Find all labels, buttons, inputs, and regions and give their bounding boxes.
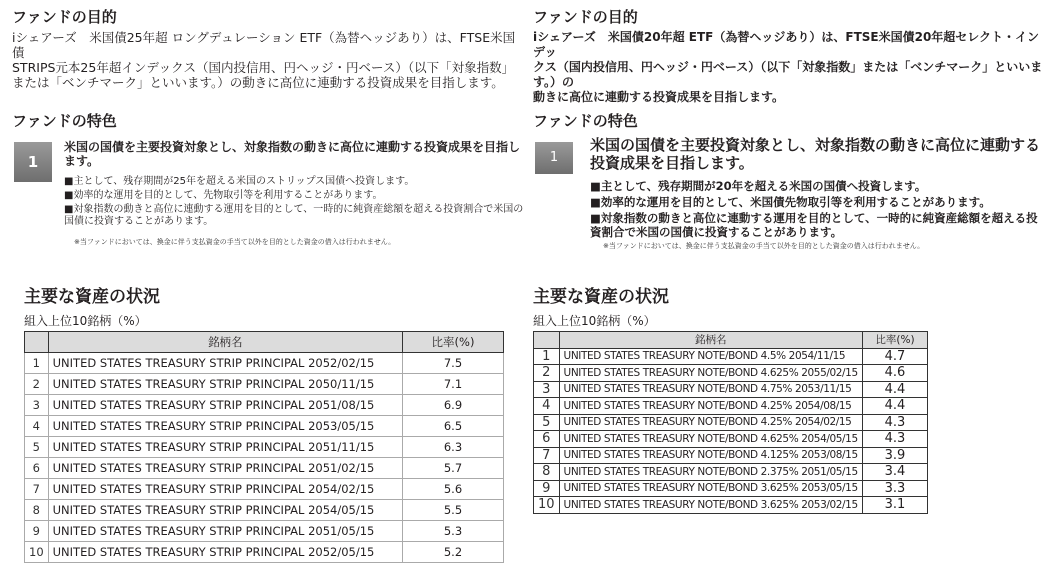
top10-label: 組入上位10銘柄（%） [24,314,147,328]
table-row [534,497,928,514]
objective-line: 動きに高位に連動する投資成果を目指します。 [533,90,785,104]
feature-main-text [590,136,1048,172]
objective-line: iシェアーズ 米国債25年超 ロングデュレーション ETF（為替ヘッジあり）は、FTSE米国債 [12,30,516,60]
holding-rate: 3.3 [863,480,928,497]
holding-name: UNITED STATES TREASURY STRIP PRINCIPAL 2054/05/15 [48,500,402,521]
holding-name: UNITED STATES TREASURY STRIP PRINCIPAL 2052/02/15 [48,353,402,374]
table-row [534,464,928,481]
table-row [534,414,928,431]
table-row [534,431,928,448]
row-number: 9 [534,480,560,497]
table-row [25,374,504,395]
holding-name: UNITED STATES TREASURY NOTE/BOND 3.625% 2053/02/15 [559,497,862,514]
objective-text [12,30,522,90]
row-number: 6 [534,431,560,448]
holding-rate: 5.3 [403,521,504,542]
assets-title: 主要な資産の状況 [533,287,669,307]
row-number: 10 [25,542,49,563]
feature-main-line: 米国の国債を主要投資対象とし、対象指数の動きに高位に連動する投資成果を目指し [64,140,521,154]
rate-header: 比率(%) [403,332,504,353]
feature-bullet: ■効率的な運用を目的として、米国債先物取引等を利用することがあります。 [590,195,991,209]
holding-rate: 3.9 [863,447,928,464]
holding-rate: 3.1 [863,497,928,514]
holding-name: UNITED STATES TREASURY STRIP PRINCIPAL 2051/02/15 [48,458,402,479]
holding-name: UNITED STATES TREASURY STRIP PRINCIPAL 2050/11/15 [48,374,402,395]
holdings-body [25,353,504,563]
row-number: 2 [534,365,560,382]
holding-name: UNITED STATES TREASURY NOTE/BOND 4.5% 2054/11/15 [559,348,862,365]
holding-rate: 3.4 [863,464,928,481]
table-row [25,416,504,437]
assets-title: 主要な資産の状況 [24,287,160,307]
holding-name: UNITED STATES TREASURY NOTE/BOND 4.625% 2054/05/15 [559,431,862,448]
holding-rate: 4.6 [863,365,928,382]
row-number: 7 [25,479,49,500]
holding-rate: 6.9 [403,395,504,416]
rate-header: 比率(%) [863,332,928,349]
feature-bullet: ■主として、残存期間が20年を超える米国の国債へ投資します。 [590,179,927,193]
name-header: 銘柄名 [559,332,862,349]
holding-name: UNITED STATES TREASURY NOTE/BOND 4.125% 2053/08/15 [559,447,862,464]
footnote: ※当ファンドにおいては、換金に伴う支払資金の手当て以外を目的とした資金の借入は行われません。 [603,242,925,250]
holding-name: UNITED STATES TREASURY STRIP PRINCIPAL 2051/11/15 [48,437,402,458]
row-number: 4 [534,398,560,415]
objective-title: ファンドの目的 [533,8,638,26]
features-title: ファンドの特色 [12,112,117,130]
holding-name: UNITED STATES TREASURY NOTE/BOND 4.75% 2053/11/15 [559,381,862,398]
feature-number-badge: 1 [535,142,573,174]
row-number: 8 [534,464,560,481]
row-number: 3 [534,381,560,398]
holding-name: UNITED STATES TREASURY NOTE/BOND 3.625% 2053/05/15 [559,480,862,497]
row-number: 9 [25,521,49,542]
table-row [534,480,928,497]
holding-name: UNITED STATES TREASURY STRIP PRINCIPAL 2051/05/15 [48,521,402,542]
table-row [25,542,504,563]
holding-name: UNITED STATES TREASURY NOTE/BOND 2.375% 2051/05/15 [559,464,862,481]
holding-name: UNITED STATES TREASURY NOTE/BOND 4.625% 2055/02/15 [559,365,862,382]
features-title: ファンドの特色 [533,112,638,130]
objective-line: iシェアーズ 米国債20年超 ETF（為替ヘッジあり）は、FTSE米国債20年超セレクト・インデッ [533,30,1040,59]
table-header-row [25,332,504,353]
holding-rate: 5.5 [403,500,504,521]
objective-line: または「ベンチマーク」といいます。）の動きに高位に連動する投資成果を目指します。 [12,75,504,90]
feature-bullets [590,179,1048,241]
table-row [25,479,504,500]
holding-rate: 5.2 [403,542,504,563]
row-number: 1 [25,353,49,374]
holding-rate: 4.4 [863,398,928,415]
no-header [25,332,49,353]
feature-number-badge: 1 [14,142,52,182]
row-number: 5 [25,437,49,458]
table-row [25,458,504,479]
holding-rate: 4.3 [863,431,928,448]
holding-name: UNITED STATES TREASURY STRIP PRINCIPAL 2051/08/15 [48,395,402,416]
top10-label: 組入上位10銘柄（%） [533,314,656,328]
holding-rate: 5.7 [403,458,504,479]
row-number: 3 [25,395,49,416]
feature-main-line: ます。 [64,154,100,168]
feature-main-text [64,140,524,168]
objective-text [533,30,1048,105]
holding-name: UNITED STATES TREASURY STRIP PRINCIPAL 2053/05/15 [48,416,402,437]
holding-rate: 7.5 [403,353,504,374]
holdings-table [533,331,928,514]
holding-name: UNITED STATES TREASURY NOTE/BOND 4.25% 2054/08/15 [559,398,862,415]
row-number: 8 [25,500,49,521]
holding-rate: 4.3 [863,414,928,431]
objective-title: ファンドの目的 [12,8,117,26]
feature-bullet: ■主として、残存期間が25年を超える米国のストリップス国債へ投資します。 [64,176,415,187]
row-number: 6 [25,458,49,479]
table-header-row [534,332,928,349]
footnote: ※当ファンドにおいては、換金に伴う支払資金の手当て以外を目的とした資金の借入は行われません。 [74,238,396,246]
table-row [534,398,928,415]
holding-name: UNITED STATES TREASURY STRIP PRINCIPAL 2054/02/15 [48,479,402,500]
row-number: 2 [25,374,49,395]
feature-main-line: 投資成果を目指します。 [590,154,754,172]
row-number: 4 [25,416,49,437]
feature-bullet: ■対象指数の動きと高位に連動する運用を目的として、一時的に純資産総額を超える投資割合で米国の国債に投資することがあります。 [64,204,524,227]
table-row [534,447,928,464]
feature-main-line: 米国の国債を主要投資対象とし、対象指数の動きに高位に連動する [590,136,1041,154]
table-row [534,365,928,382]
objective-line: STRIPS元本25年超インデックス（国内投信用、円ヘッジ・円ベース）（以下「対象指数」 [12,60,515,75]
table-row [25,395,504,416]
row-number: 10 [534,497,560,514]
table-row [25,437,504,458]
no-header [534,332,560,349]
feature-bullets [64,176,524,230]
holding-rate: 5.6 [403,479,504,500]
table-row [534,348,928,365]
table-row [25,353,504,374]
holding-rate: 4.4 [863,381,928,398]
holding-rate: 7.1 [403,374,504,395]
holding-rate: 6.3 [403,437,504,458]
table-row [25,500,504,521]
row-number: 7 [534,447,560,464]
objective-line: クス（国内投信用、円ヘッジ・円ベース）（以下「対象指数」または「ベンチマーク」といいます。）の [533,60,1043,89]
holdings-table [24,331,504,563]
row-number: 5 [534,414,560,431]
holding-name: UNITED STATES TREASURY NOTE/BOND 4.25% 2054/02/15 [559,414,862,431]
row-number: 1 [534,348,560,365]
table-row [25,521,504,542]
holding-name: UNITED STATES TREASURY STRIP PRINCIPAL 2052/05/15 [48,542,402,563]
holdings-body [534,348,928,513]
feature-bullet: ■対象指数の動きと高位に連動する運用を目的として、一時的に純資産総額を超える投資割合で米国の国債に投資することがあります。 [590,211,1038,239]
name-header: 銘柄名 [48,332,402,353]
holding-rate: 4.7 [863,348,928,365]
table-row [534,381,928,398]
feature-bullet: ■効率的な運用を目的として、先物取引等を利用することがあります。 [64,190,383,201]
holding-rate: 6.5 [403,416,504,437]
